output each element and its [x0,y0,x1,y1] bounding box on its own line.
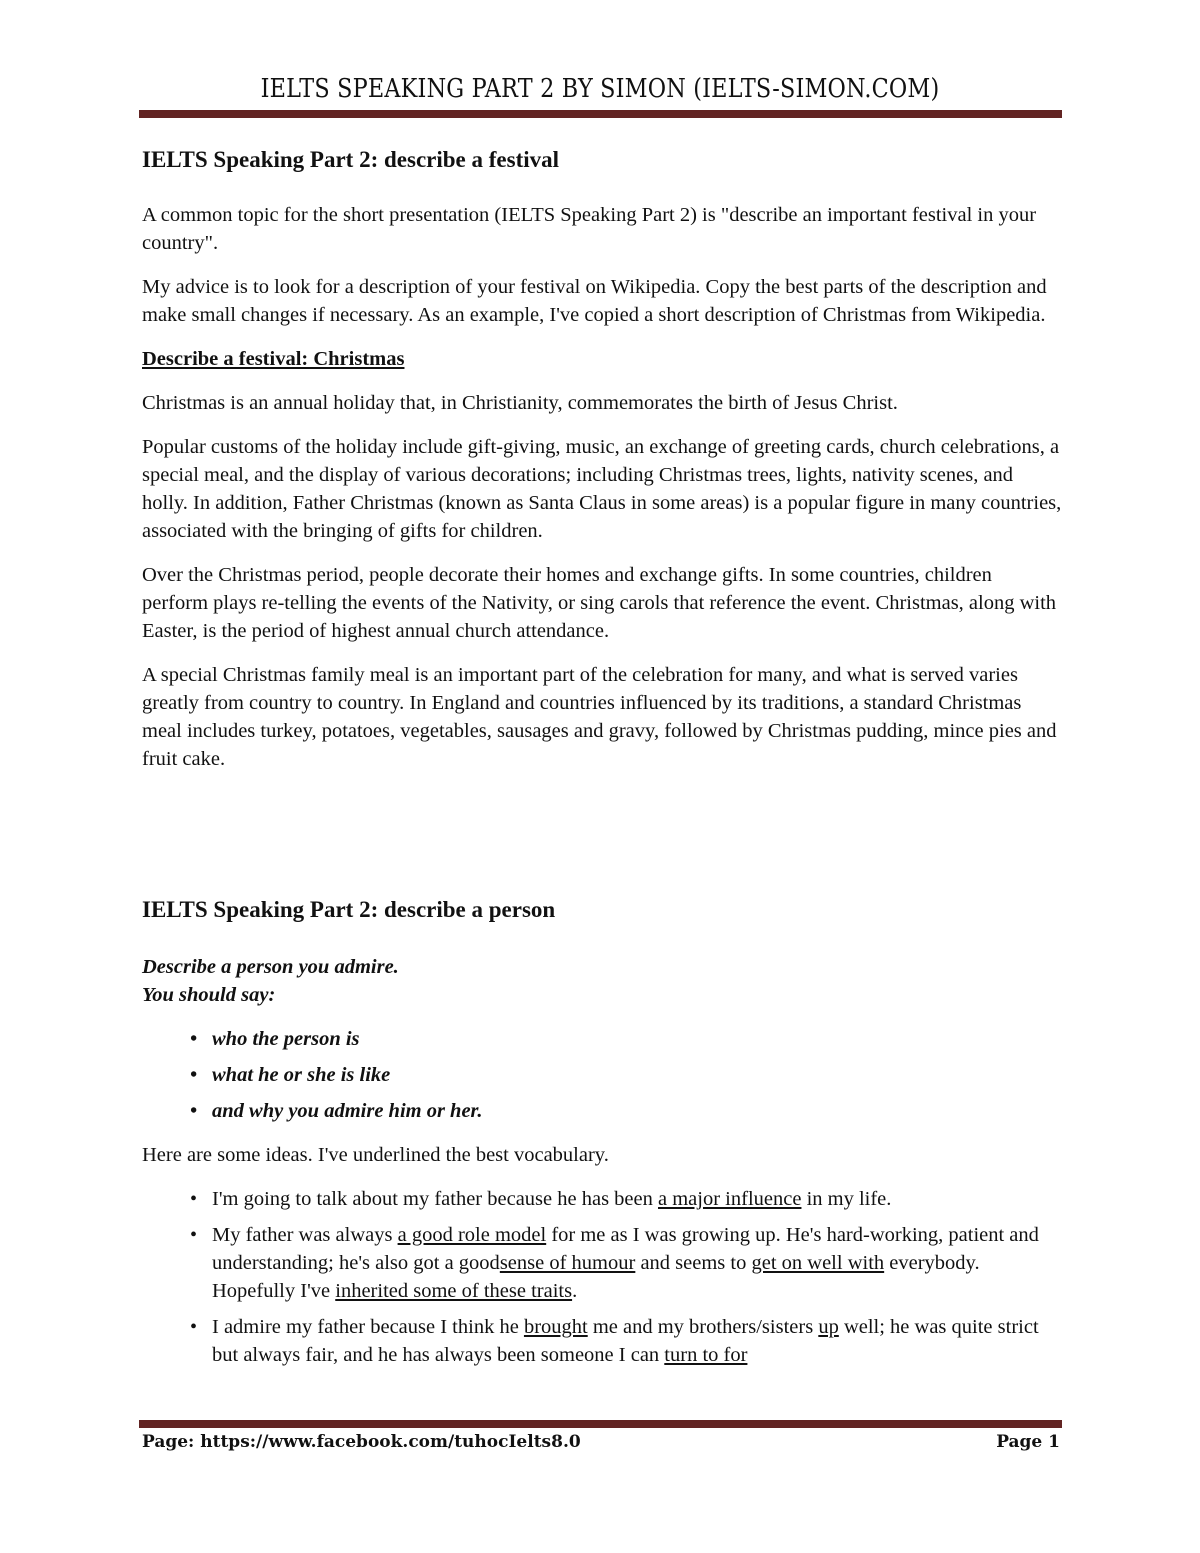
christmas-paragraph: Christmas is an annual holiday that, in Christianity, commemorates the birth of Jesus Christ. [142,392,898,414]
footer-url: Page: https://www.facebook.com/tuhocIelts8.0 [142,1432,581,1452]
section-heading-person: IELTS Speaking Part 2: describe a person [142,897,556,922]
idea-item: • I'm going to talk about my father because he has been a major influence in my life. [212,1185,1062,1213]
underlined-vocab: sense of humour [499,1252,636,1274]
underlined-vocab: a major influence [658,1188,802,1210]
underlined-vocab: get on well with [751,1252,885,1274]
prompt-item: • what he or she is like [212,1061,1062,1089]
header-rule [139,110,1062,118]
prompt-item: • who the person is [212,1025,1062,1053]
underlined-vocab: inherited some of these traits [335,1280,573,1302]
ideas-intro: Here are some ideas. I've underlined the best vocabulary. [142,1144,609,1166]
page-header-title: IELTS SPEAKING PART 2 BY SIMON (IELTS-SIMON.COM) [260,74,940,104]
page-number: Page 1 [996,1432,1060,1452]
intro-paragraph-2: My advice is to look for a description of your festival on Wikipedia. Copy the best parts of the description and make small changes if necessary. As an example, I've copied a short description of Christmas from Wikipedia. [142,276,1047,326]
underlined-vocab: brought [523,1316,588,1338]
intro-paragraph-1: A common topic for the short presentation (IELTS Speaking Part 2) is "describe an important festival in your country". [142,204,1037,254]
prompt-list [142,1025,1062,1125]
section-heading-festival: IELTS Speaking Part 2: describe a festival [142,147,560,172]
idea-item: • I admire my father because I think he brought me and my brothers/sisters up well; he was quite strict but always fair, and he has always been someone I can turn to for [212,1313,1062,1369]
ideas-list [142,1185,1062,1369]
underlined-vocab: a good role model [397,1224,547,1246]
document-body [142,145,1062,1369]
prompt-item: • and why you admire him or her. [212,1097,1062,1125]
underlined-vocab: turn to for [664,1344,748,1366]
footer-rule [139,1420,1062,1428]
christmas-paragraph: Over the Christmas period, people decorate their homes and exchange gifts. In some countries, children perform plays re-telling the events of the Nativity, or sing carols that reference the event. Christmas, along with Easter, is the period of highest annual church attendance. [142,564,1057,642]
christmas-paragraph: A special Christmas family meal is an important part of the celebration for many, and what is served varies greatly from country to country. In England and countries influenced by its traditions, a standard Christmas meal includes turkey, potatoes, vegetables, sausages and gravy, followed by Christmas pudding, mince pies and fruit cake. [142,664,1057,770]
prompt-line: Describe a person you admire. [142,956,399,978]
underlined-vocab: up [818,1316,839,1338]
christmas-paragraph: Popular customs of the holiday include gift-giving, music, an exchange of greeting cards, church celebrations, a special meal, and the display of various decorations; including Christmas trees, lights, nativity scenes, and holly. In addition, Father Christmas (known as Santa Claus in some areas) is a popular figure in many countries, associated with the bringing of gifts for children. [142,436,1062,542]
subheading-christmas: Describe a festival: Christmas [142,348,405,370]
idea-item: • My father was always a good role model for me as I was growing up. He's hard-working, patient and understanding; he's also got a goodsense of humour and seems to get on well with everybody. Hopefully I've inherited some of these traits. [212,1221,1062,1305]
prompt-line: You should say: [142,984,276,1006]
